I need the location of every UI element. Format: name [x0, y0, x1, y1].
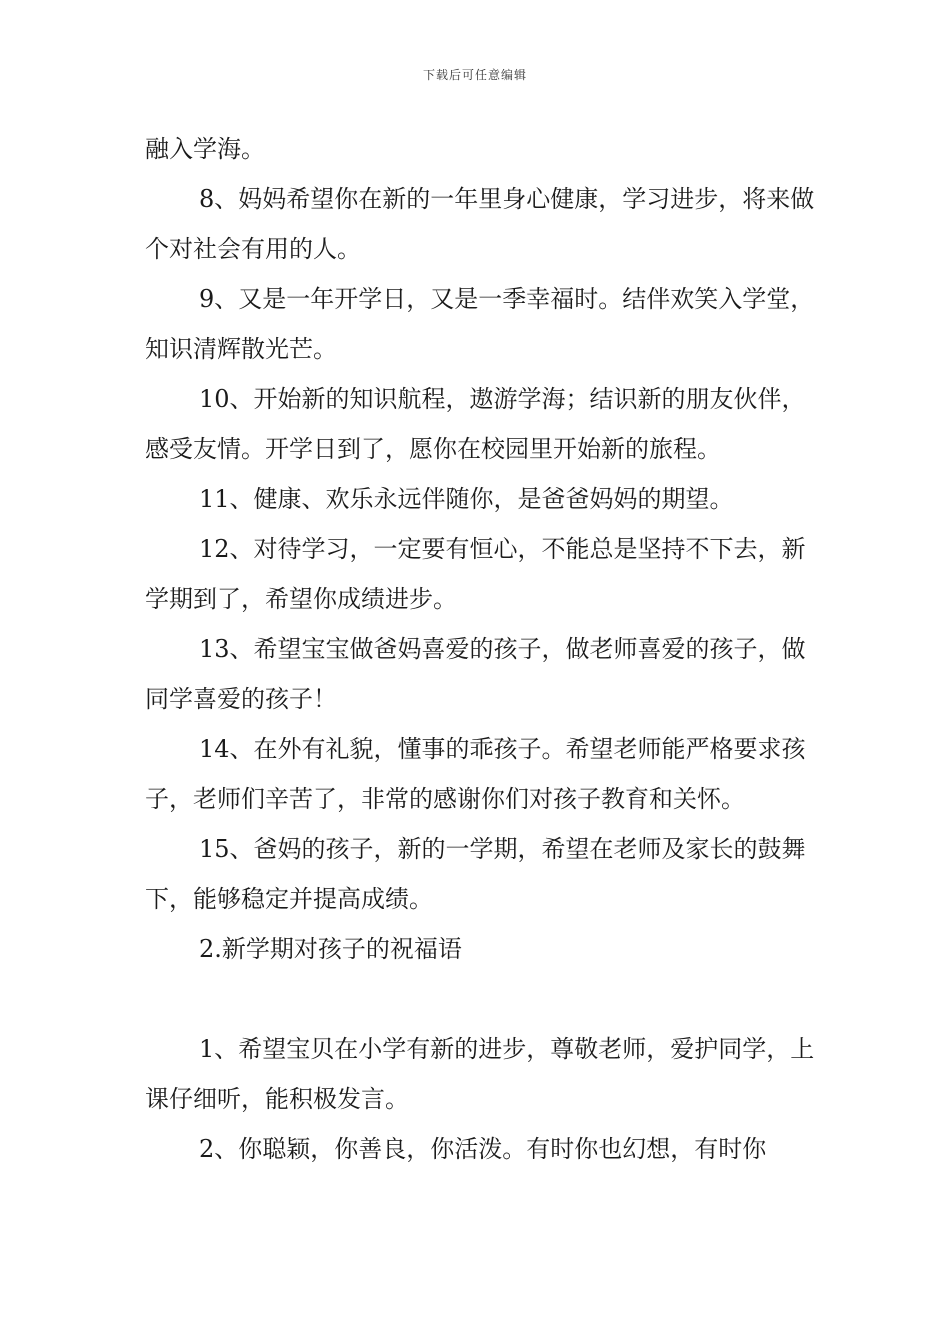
paragraph-item-8: 8、妈妈希望你在新的一年里身心健康，学习进步，将来做个对社会有用的人。	[145, 185, 815, 263]
paragraph-continuation: 融入学海。	[145, 135, 265, 163]
paragraph-item-9: 9、又是一年开学日，又是一季幸福时。结伴欢笑入学堂，知识清辉散光芒。	[145, 285, 815, 363]
section-heading: 2.新学期对孩子的祝福语	[199, 935, 462, 963]
paragraph-item-1: 1、希望宝贝在小学有新的进步，尊敬老师，爱护同学，上课仔细听，能积极发言。	[145, 1035, 815, 1113]
blank-line	[145, 974, 815, 1024]
paragraph-item-12: 12、对待学习，一定要有恒心，不能总是坚持不下去，新学期到了，希望你成绩进步。	[145, 535, 806, 613]
paragraph-item-14: 14、在外有礼貌，懂事的乖孩子。希望老师能严格要求孩子，老师们辛苦了，非常的感谢你们对孩子教育和关怀。	[145, 735, 806, 813]
paragraph-item-15: 15、爸妈的孩子，新的一学期，希望在老师及家长的鼓舞下，能够稳定并提高成绩。	[145, 835, 806, 913]
paragraph-item-2: 2、你聪颖，你善良，你活泼。有时你也幻想，有时你	[199, 1135, 767, 1163]
document-body	[145, 124, 815, 1174]
page-header: 下载后可任意编辑	[422, 68, 527, 82]
paragraph-item-13: 13、希望宝宝做爸妈喜爱的孩子，做老师喜爱的孩子，做同学喜爱的孩子！	[145, 635, 806, 713]
paragraph-item-11: 11、健康、欢乐永远伴随你，是爸爸妈妈的期望。	[199, 485, 734, 513]
paragraph-item-10: 10、开始新的知识航程，遨游学海；结识新的朋友伙伴，感受友情。开学日到了，愿你在校园里开始新的旅程。	[145, 385, 806, 463]
